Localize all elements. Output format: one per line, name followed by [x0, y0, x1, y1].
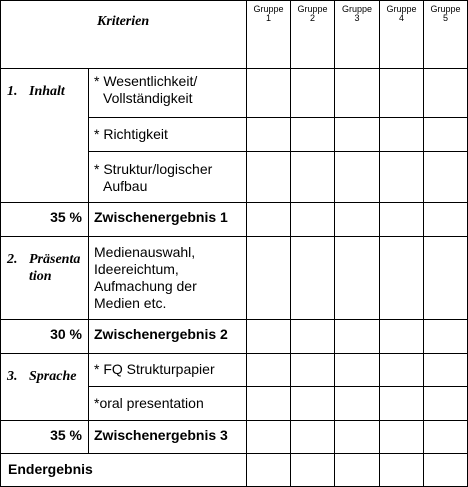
score-cell[interactable]: [334, 236, 379, 319]
subtotal-3-label: Zwischenergebnis 3: [88, 420, 246, 453]
criteria-header: Kriterien: [0, 0, 246, 68]
score-cell[interactable]: [246, 353, 290, 386]
group-4-header: Gruppe 4: [379, 0, 423, 68]
criterion-oral-presentation: *oral presentation: [88, 386, 246, 420]
score-cell[interactable]: [379, 353, 423, 386]
score-cell[interactable]: [334, 151, 379, 202]
section-2-number: 2.: [7, 252, 18, 267]
criterion-struktur: * Struktur/logischer Aufbau: [88, 151, 246, 202]
score-cell[interactable]: [379, 420, 423, 453]
score-cell[interactable]: [246, 453, 290, 486]
section-1-label: [0, 68, 88, 202]
score-cell[interactable]: [423, 202, 467, 236]
subtotal-1-label: Zwischenergebnis 1: [88, 202, 246, 236]
section-3-percent: 35 %: [0, 420, 88, 453]
score-cell[interactable]: [423, 319, 467, 353]
score-cell[interactable]: [423, 420, 467, 453]
score-cell[interactable]: [246, 420, 290, 453]
score-cell[interactable]: [423, 151, 467, 202]
score-cell[interactable]: [379, 202, 423, 236]
subtotal-2-label: Zwischenergebnis 2: [88, 319, 246, 353]
score-cell[interactable]: [334, 420, 379, 453]
criterion-richtigkeit: * Richtigkeit: [88, 117, 246, 151]
group-1-header: Gruppe 1: [246, 0, 290, 68]
score-cell[interactable]: [290, 353, 334, 386]
score-cell[interactable]: [246, 236, 290, 319]
score-cell[interactable]: [246, 319, 290, 353]
score-cell[interactable]: [290, 202, 334, 236]
score-cell[interactable]: [334, 319, 379, 353]
score-cell[interactable]: [379, 236, 423, 319]
score-cell[interactable]: [379, 68, 423, 117]
score-cell[interactable]: [290, 68, 334, 117]
score-cell[interactable]: [334, 202, 379, 236]
score-cell[interactable]: [246, 68, 290, 117]
score-cell[interactable]: [423, 386, 467, 420]
criterion-fq-strukturpapier: * FQ Strukturpapier: [88, 353, 246, 386]
section-2-label: [0, 236, 88, 319]
final-result-label: Endergebnis: [0, 453, 246, 486]
score-cell[interactable]: [379, 117, 423, 151]
score-cell[interactable]: [423, 236, 467, 319]
score-cell[interactable]: [334, 68, 379, 117]
score-cell[interactable]: [379, 319, 423, 353]
score-cell[interactable]: [246, 386, 290, 420]
score-cell[interactable]: [290, 236, 334, 319]
group-2-header: Gruppe 2: [290, 0, 334, 68]
section-3-label: [0, 353, 88, 420]
score-cell[interactable]: [423, 453, 467, 486]
section-1-percent: 35 %: [0, 202, 88, 236]
score-cell[interactable]: [290, 117, 334, 151]
score-cell[interactable]: [290, 151, 334, 202]
score-cell[interactable]: [246, 151, 290, 202]
section-3-title: Sprache: [29, 369, 77, 384]
section-1-number: 1.: [7, 84, 18, 99]
section-2-title: Präsenta tion: [29, 252, 81, 284]
score-cell[interactable]: [334, 386, 379, 420]
criterion-medienauswahl: Medienauswahl, Ideereichtum, Aufmachung der Medien etc.: [88, 236, 246, 319]
criterion-wesentlichkeit: * Wesentlichkeit/ Vollständigkeit: [88, 68, 246, 117]
score-cell[interactable]: [379, 386, 423, 420]
score-cell[interactable]: [246, 202, 290, 236]
score-cell[interactable]: [423, 353, 467, 386]
section-1-title: Inhalt: [29, 84, 65, 99]
score-cell[interactable]: [290, 386, 334, 420]
score-cell[interactable]: [290, 420, 334, 453]
score-cell[interactable]: [334, 453, 379, 486]
score-cell[interactable]: [246, 117, 290, 151]
section-2-percent: 30 %: [0, 319, 88, 353]
group-3-header: Gruppe 3: [334, 0, 379, 68]
score-cell[interactable]: [423, 117, 467, 151]
section-3-number: 3.: [7, 369, 18, 384]
score-cell[interactable]: [290, 319, 334, 353]
score-cell[interactable]: [290, 453, 334, 486]
score-cell[interactable]: [423, 68, 467, 117]
score-cell[interactable]: [379, 453, 423, 486]
score-cell[interactable]: [334, 117, 379, 151]
score-cell[interactable]: [379, 151, 423, 202]
group-5-header: Gruppe 5: [423, 0, 467, 68]
score-cell[interactable]: [334, 353, 379, 386]
